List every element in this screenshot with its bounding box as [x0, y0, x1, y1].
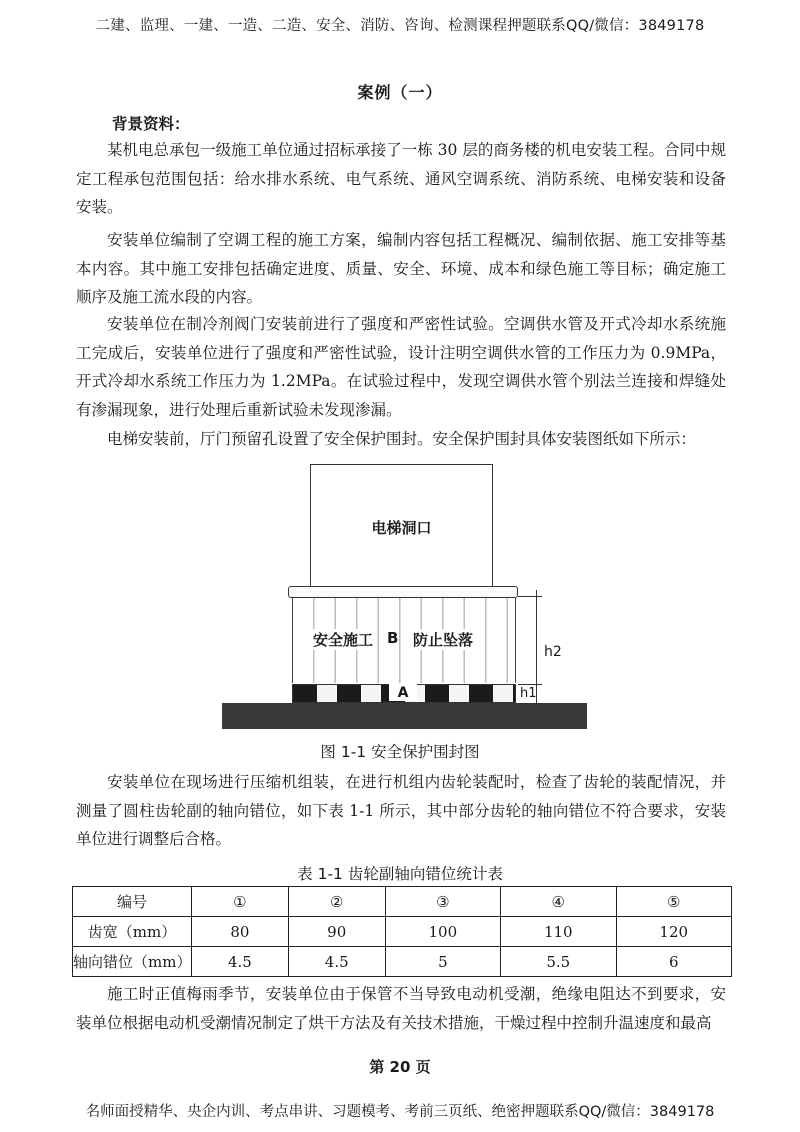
table-cell: 100 — [385, 917, 500, 947]
page-number: 第 20 页 — [369, 1058, 431, 1076]
dim-mid-tick — [518, 684, 542, 685]
table-cell: 4.5 — [288, 947, 385, 977]
table-cell: 齿宽（mm） — [73, 917, 192, 947]
fence-text-safety: 安全施工 — [313, 631, 374, 649]
table-cell: 5.5 — [501, 947, 616, 977]
paragraph-scope: 某机电总承包一级施工单位通过招标承接了一栋 30 层的商务楼的机电安装工程。合同中规定工程承包范围包括：给水排水系统、电气系统、通风空调系统、消防系统、电梯安装和设备安装。 — [76, 141, 726, 217]
table-title: 表 1-1 齿轮副轴向错位统计表 — [297, 865, 503, 883]
table-cell: 80 — [192, 917, 289, 947]
table-cell: 轴向错位（mm） — [73, 947, 192, 977]
table-row — [73, 917, 732, 947]
paragraph-elevator: 电梯安装前，厅门预留孔设置了安全保护围封。安全保护围封具体安装图纸如下所示： — [107, 430, 697, 448]
table-cell: ① — [192, 887, 289, 917]
table-cell: 6 — [616, 947, 732, 977]
fence-text-fall: 防止坠落 — [413, 631, 474, 649]
safety-enclosure-diagram — [222, 458, 587, 733]
shaft-label: 电梯洞口 — [371, 519, 432, 537]
elevator-shaft-opening — [310, 464, 493, 588]
gear-misalignment-table — [72, 886, 732, 977]
dim-bottom-tick — [518, 703, 542, 704]
table-cell: 120 — [616, 917, 732, 947]
table-cell: 编号 — [73, 887, 192, 917]
floor-slab — [222, 703, 587, 729]
background-label: 背景资料： — [112, 115, 190, 133]
h2-label: h2 — [544, 644, 562, 660]
table-cell: ⑤ — [616, 887, 732, 917]
table-cell: ③ — [385, 887, 500, 917]
table-cell: 4.5 — [192, 947, 289, 977]
fence-top-rail — [288, 586, 518, 598]
page-header: 二建、监理、一建、一造、二造、安全、消防、咨询、检测课程押题联系QQ/微信：3849178 — [95, 18, 705, 34]
case-title: 案例（一） — [357, 83, 443, 102]
page-footer: 名师面授精华、央企内训、考点串讲、习题模考、考前三页纸、绝密押题联系QQ/微信：3849178 — [85, 1104, 715, 1120]
paragraph-construction-plan: 安装单位编制了空调工程的施工方案，编制内容包括工程概况、编制依据、施工安排等基本内容。其中施工安排包括确定进度、质量、安全、环境、成本和绿色施工等目标；确定施工顺序及施工流水段的内容。 — [76, 231, 726, 307]
table-cell: 90 — [288, 917, 385, 947]
paragraph-motor-drying: 施工时正值梅雨季节，安装单位由于保管不当导致电动机受潮，绝缘电阻达不到要求，安装单位根据电动机受潮情况制定了烘干方法及有关技术措施，干燥过程中控制升温速度和最高 — [76, 985, 726, 1032]
figure-caption: 图 1-1 安全保护围封图 — [320, 743, 480, 761]
table-cell: ④ — [501, 887, 616, 917]
table-row — [73, 947, 732, 977]
table-cell: ② — [288, 887, 385, 917]
dim-top-tick — [518, 596, 542, 597]
table-cell: 110 — [501, 917, 616, 947]
paragraph-pressure-test: 安装单位在制冷剂阀门安装前进行了强度和严密性试验。空调供水管及开式冷却水系统施工完成后，安装单位进行了强度和严密性试验，设计注明空调供水管的工作压力为 0.9MPa，开式冷却水系统工作压力为 1.2MPa。在试验过程中，发现空调供水管个别法兰连接和焊缝处有渗漏现象，进行处理后重新试验未发现渗漏。 — [76, 315, 726, 419]
table-cell: 5 — [385, 947, 500, 977]
h1-label: h1 — [520, 686, 537, 701]
paragraph-compressor: 安装单位在现场进行压缩机组装，在进行机组内齿轮装配时，检查了齿轮的装配情况，并测量了圆柱齿轮副的轴向错位，如下表 1-1 所示，其中部分齿轮的轴向错位不符合要求，安装单位进行调整后合格。 — [76, 773, 726, 849]
toe-board-label: A — [389, 684, 417, 701]
table-row — [73, 887, 732, 917]
fence-text-b: B — [387, 629, 399, 647]
